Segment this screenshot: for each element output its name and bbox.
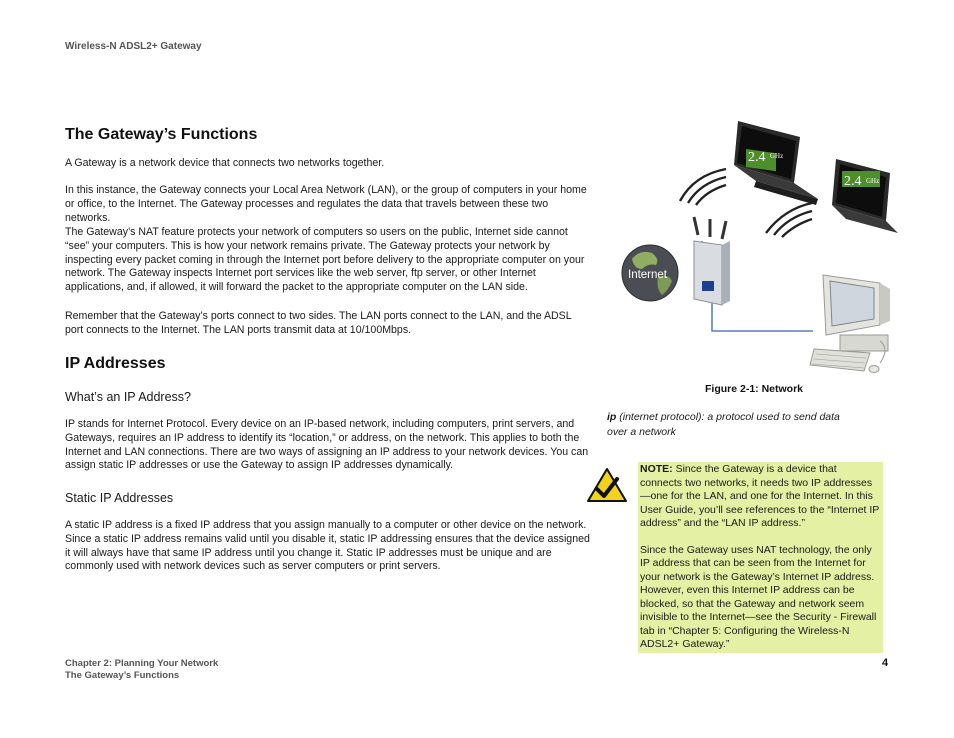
definition-term: ip xyxy=(607,411,617,423)
ip-glossary-definition xyxy=(607,410,857,439)
checkmark-note-icon xyxy=(586,467,628,503)
section-title-functions: The Gateway’s Functions xyxy=(65,126,258,143)
laptop-icon xyxy=(832,159,898,233)
laptop-badge-number: 2.4 xyxy=(748,150,766,165)
running-header: Wireless-N ADSL2+ Gateway xyxy=(65,41,202,52)
note-label: NOTE: xyxy=(640,463,673,475)
figure-caption: Figure 2-1: Network xyxy=(705,383,804,395)
definition-text: (internet protocol): a protocol used to send data over a network xyxy=(607,411,840,438)
laptop-icon xyxy=(734,121,818,205)
section-title-ip-addresses: IP Addresses xyxy=(65,355,166,372)
wireless-waves-left xyxy=(680,169,726,205)
functions-paragraph-3: The Gateway’s NAT feature protects your network of computers so users on the public, Internet side cannot “see” your computers. This is how your network remains private. The Gateway protects your network by inspecting every packet coming in through the Internet port before delivery to the appropriate computer on your network. The Gateway inspects Internet port services like the web server, ftp server, or other Internet applications, and, if allowed, it will forward the packet to the appropriate computer on the LAN side. xyxy=(65,226,585,294)
functions-paragraph-4: Remember that the Gateway’s ports connect to two sides. The LAN ports connect to the LAN, and the ADSL port connects to the Internet. The LAN ports transmit data at 10/100Mbps. xyxy=(65,310,572,336)
cable-gateway-to-desktop xyxy=(712,303,813,331)
page-footer xyxy=(65,658,218,681)
laptop-badge-number: 2.4 xyxy=(844,174,862,189)
functions-paragraph-2: In this instance, the Gateway connects your Local Area Network (LAN), or the group of computers in your home or office, to the Internet. The Gateway processes and regulates the data that travels between these two networks. xyxy=(65,184,587,224)
globe-icon xyxy=(622,245,678,301)
wireless-waves-right xyxy=(766,203,812,237)
footer-section: The Gateway’s Functions xyxy=(65,669,180,681)
page-number: 4 xyxy=(882,657,889,669)
gateway-router-icon xyxy=(694,217,730,305)
subheading-whats-an-ip: What’s an IP Address? xyxy=(65,390,192,404)
subheading-static-ip: Static IP Addresses xyxy=(65,491,174,505)
laptop-badge-unit: GHz xyxy=(866,177,880,185)
note-paragraph-2: Since the Gateway uses NAT technology, the only IP address that can be seen from the Internet for your network is the Gateway’s Internet IP address. However, even this Internet IP address can be blocked, so that the Gateway and network seem invisible to the Internet—see the Security - Firewall tab in “Chapter 5: Configuring the Wireless-N ADSL2+ Gateway.” xyxy=(640,543,877,650)
laptop-badge-unit: GHz xyxy=(770,152,784,160)
note-paragraph-1 xyxy=(640,463,881,531)
note-box xyxy=(638,462,883,653)
globe-label: Internet xyxy=(628,269,667,281)
functions-paragraph-1: A Gateway is a network device that connects two networks together. xyxy=(65,157,385,169)
desktop-computer-icon xyxy=(810,275,890,373)
ip-definition-paragraph: IP stands for Internet Protocol. Every device on an IP-based network, including computers, print servers, and Gateways, requires an IP address to identify its “location,” or address, on the network. This applies to both the Internet and LAN connections. There are two ways of assigning an IP address to your network devices. You can assign static IP addresses or use the Gateway to assign IP addresses dynamically. xyxy=(65,418,589,472)
footer-chapter: Chapter 2: Planning Your Network xyxy=(65,658,219,669)
static-ip-paragraph: A static IP address is a fixed IP address that you assign manually to a computer or other device on the network. Since a static IP address remains valid until you disable it, static IP addressing ensures that the device assigned it will always have that same IP address until you change it. Static IP addresses must be unique and are commonly used with network devices such as server computers or print servers. xyxy=(65,519,590,573)
network-diagram-figure xyxy=(618,113,898,381)
note-text-1: Since the Gateway is a device that connects two networks, it needs two IP addresses—one for the LAN, and one for the Internet. In this User Guide, you’ll see references to the “Internet IP address” and the “LAN IP address.” xyxy=(640,463,880,529)
